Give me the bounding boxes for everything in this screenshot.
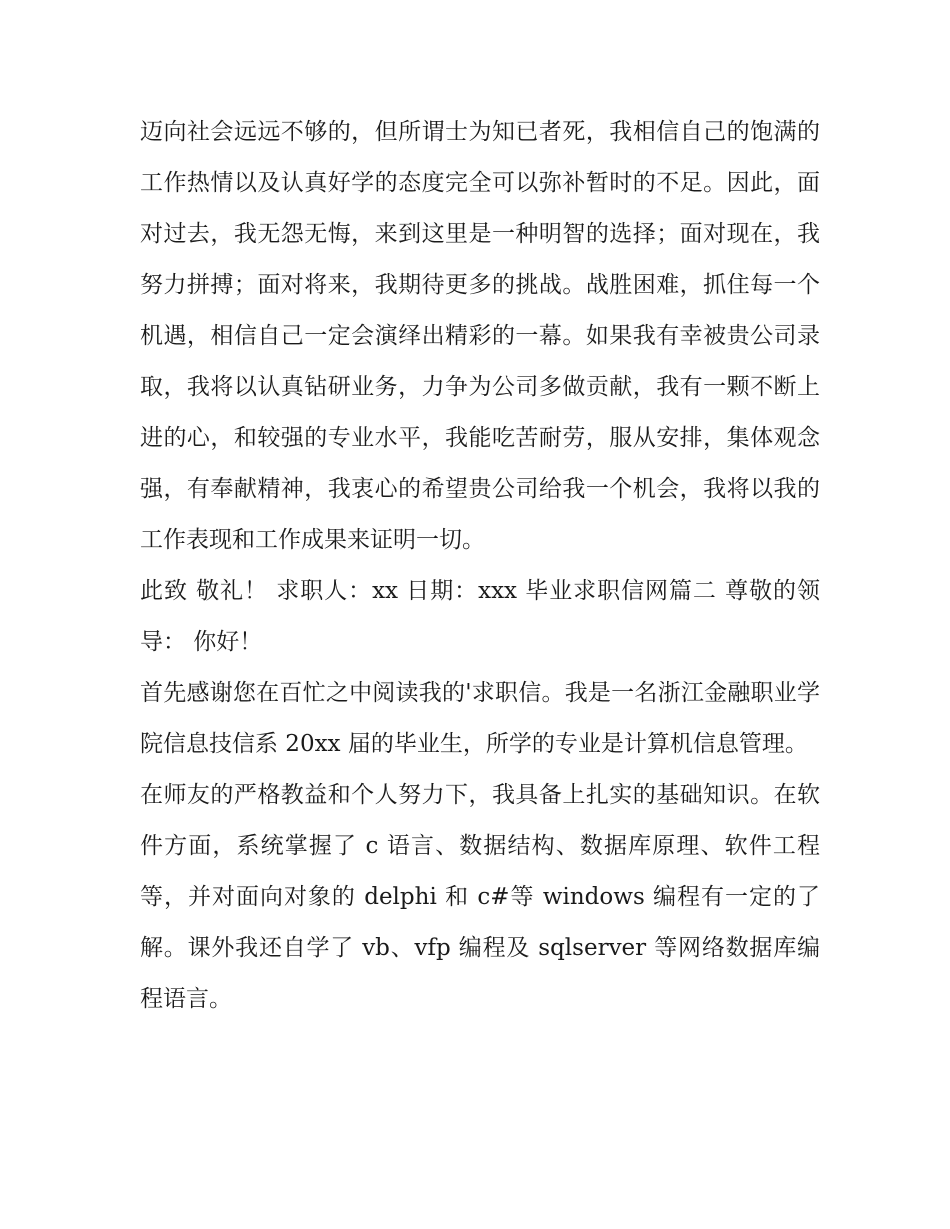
paragraph-closing-and-header: 此致 敬礼！ 求职人：xx 日期：xxx 毕业求职信网篇二 尊敬的领导： 你好！ xyxy=(140,578,820,655)
paragraph-self-assessment: 迈向社会远远不够的，但所谓士为知已者死，我相信自己的饱满的工作热情以及认真好学的态度完全可以弥补暂时的不足。因此，面对过去，我无怨无悔，来到这里是一种明智的选择；面对现在，我努力拼搏；面对将来，我期待更多的挑战。战胜困难，抓住每一个机遇，相信自己一定会演绎出精彩的一幕。如果我有幸被贵公司录取，我将以认真钻研业务，力争为公司多做贡献，我有一颗不断上进的心，和较强的专业水平，我能吃苦耐劳，服从安排，集体观念强，有奉献精神，我衷心的希望贵公司给我一个机会，我将以我的工作表现和工作成果来证明一切。 xyxy=(140,119,820,553)
paragraph-skills: 在师友的严格教益和个人努力下，我具备上扎实的基础知识。在软件方面，系统掌握了 c 语言、数据结构、数据库原理、软件工程等，并对面向对象的 delphi 和 c#等 windows 编程有一定的了解。课外我还自学了 vb、vfp 编程及 sqlserver 等网络数据库编程语言。 xyxy=(140,782,820,1012)
paragraph-introduction: 首先感谢您在百忙之中阅读我的'求职信。我是一名浙江金融职业学院信息技信系 20xx 届的毕业生，所学的专业是计算机信息管理。 xyxy=(140,680,820,757)
letter-body xyxy=(140,107,820,1025)
